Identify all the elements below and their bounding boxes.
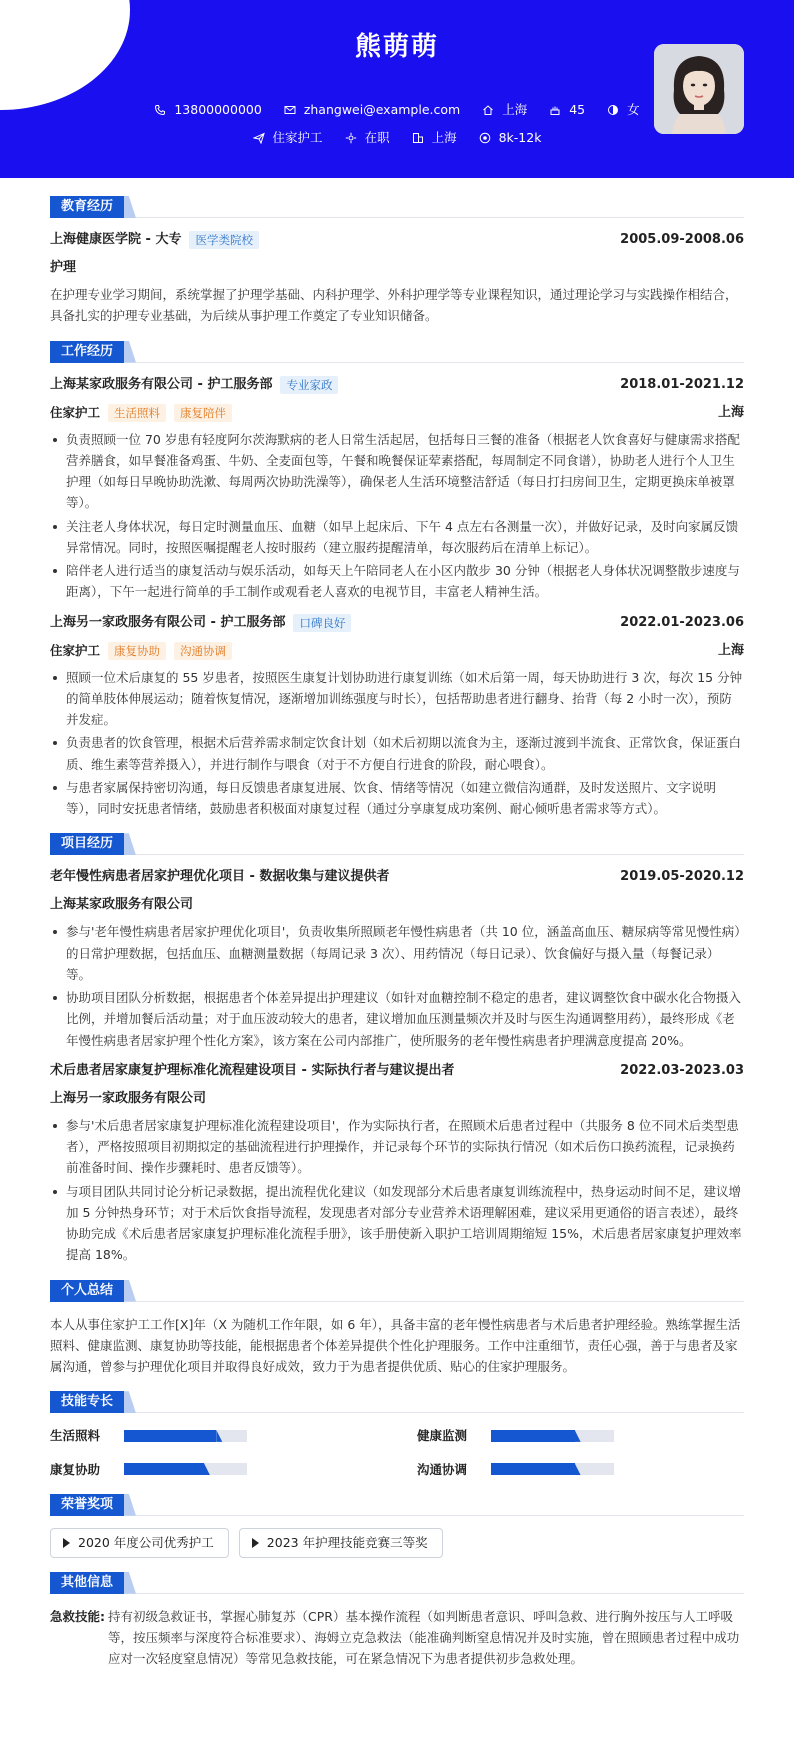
section-title: 项目经历 bbox=[50, 833, 124, 855]
send-icon bbox=[253, 132, 265, 144]
status-info bbox=[345, 129, 390, 147]
school-tag: 医学类院校 bbox=[189, 231, 259, 249]
list-item: 参与'老年慢性病患者居家护理优化项目'，负责收集所照顾老年慢性病患者（共 10 位，涵盖高血压、糖尿病等常见慢性病）的日常护理数据，包括血压、血糖测量数据（每周记录 3 次）、用药情况（每日记录）、饮食偏好与摄入量（每餐记录）等。 bbox=[50, 921, 744, 985]
section-title: 工作经历 bbox=[50, 341, 124, 363]
section-title: 教育经历 bbox=[50, 196, 124, 218]
skills-grid bbox=[50, 1425, 744, 1480]
list-item: 参与'术后患者居家康复护理标准化流程建设项目'，作为实际执行者，在照顾术后患者过程中（共服务 8 位不同术后类型患者），严格按照项目初期拟定的基础流程进行护理操作，并记录每个环节的实际执行情况（如术后伤口换药流程，记录换药前准备时间、操作步骤耗时、患者反馈等）。 bbox=[50, 1115, 744, 1179]
project-bullets bbox=[50, 921, 744, 1051]
project-name: 老年慢性病患者居家护理优化项目 - 数据收集与建议提供者 bbox=[50, 869, 390, 885]
summary-section bbox=[50, 1280, 744, 1378]
project-name: 术后患者居家康复护理标准化流程建设项目 - 实际执行者与建议提出者 bbox=[50, 1062, 455, 1078]
skill-tag: 康复陪伴 bbox=[174, 404, 232, 422]
project-org: 上海另一家政服务有限公司 bbox=[50, 1090, 207, 1106]
salary-icon bbox=[479, 132, 491, 144]
home-icon bbox=[482, 104, 494, 116]
work-date: 2018.01-2021.12 bbox=[620, 376, 744, 392]
section-header bbox=[50, 1280, 744, 1302]
gender-text: 女 bbox=[627, 102, 640, 117]
other-label: 急救技能: bbox=[50, 1608, 105, 1624]
position-name: 住家护工 bbox=[50, 404, 101, 420]
email-icon bbox=[284, 104, 296, 116]
email-info bbox=[284, 101, 460, 119]
company-name: 上海另一家政服务有限公司 - 护工服务部 bbox=[50, 614, 286, 630]
work-bullets bbox=[50, 667, 744, 820]
honor-text: 2020 年度公司优秀护工 bbox=[78, 1535, 214, 1551]
position-row bbox=[50, 641, 744, 661]
avatar-photo bbox=[654, 44, 744, 134]
work-entry-header bbox=[50, 613, 744, 633]
project-entry-header bbox=[50, 867, 744, 887]
skill-name: 生活照料 bbox=[50, 1428, 101, 1444]
status-icon bbox=[345, 132, 357, 144]
section-header bbox=[50, 1494, 744, 1516]
school-name: 上海健康医学院 - 大专 bbox=[50, 232, 182, 247]
company-name: 上海某家政服务有限公司 - 护工服务部 bbox=[50, 376, 273, 392]
status-text: 在职 bbox=[364, 130, 390, 145]
company-tag: 口碑良好 bbox=[293, 614, 351, 632]
education-date: 2005.09-2008.06 bbox=[620, 232, 744, 247]
candidate-name: 熊萌萌 bbox=[354, 32, 439, 62]
cake-icon bbox=[549, 104, 561, 116]
project-date: 2022.03-2023.03 bbox=[620, 1062, 744, 1078]
work-section bbox=[50, 341, 744, 820]
section-title: 技能专长 bbox=[50, 1391, 124, 1413]
section-title: 其他信息 bbox=[50, 1572, 124, 1594]
skill-name: 康复协助 bbox=[50, 1461, 101, 1477]
section-header bbox=[50, 1572, 744, 1594]
education-description: 在护理专业学习期间，系统掌握了护理学基础、内科护理学、外科护理学等专业课程知识，通过理论学习与实践操作相结合，具备扎实的护理专业基础，为后续从事护理工作奠定了专业知识储备。 bbox=[50, 287, 738, 324]
position-group bbox=[50, 641, 232, 661]
skill-level-fill bbox=[124, 1463, 204, 1475]
skill-item bbox=[417, 1459, 744, 1480]
education-section bbox=[50, 196, 744, 327]
phone-info bbox=[154, 101, 261, 119]
list-item: 协助项目团队分析数据，根据患者个体差异提出护理建议（如针对血糖控制不稳定的患者，建议调整饮食中碳水化合物摄入比例，并增加餐后活动量；对于血压波动较大的患者，建议增加血压测量频次并及时与医生沟通调整用药），最终形成《老年慢性病患者居家护理个性化方案》，该方案在公司内部推广，使所服务的老年慢性病患者护理满意度提高 20%。 bbox=[50, 987, 744, 1051]
phone-text: 13800000000 bbox=[174, 102, 262, 117]
gender-info bbox=[607, 101, 640, 119]
salary-text: 8k-12k bbox=[498, 130, 542, 145]
location-info bbox=[482, 101, 527, 119]
building-icon bbox=[412, 132, 424, 144]
major: 护理 bbox=[50, 260, 77, 275]
triangle-icon bbox=[252, 1538, 259, 1548]
project-org: 上海某家政服务有限公司 bbox=[50, 897, 194, 913]
other-info bbox=[50, 1606, 744, 1670]
work-bullets bbox=[50, 429, 744, 603]
skill-level-fill bbox=[124, 1430, 216, 1442]
summary-text: 本人从事住家护工工作[X]年（X 为随机工作年限，如 6 年），具备丰富的老年慢性病患者与术后患者护理经验。熟练掌握生活照料、健康监测、康复协助等技能，能根据患者个体差异提供个性化护理服务。工作中注重细节，责任心强，善于与患者及家属沟通，曾参与护理优化项目并取得良好成效，致力于为患者提供优质、贴心的住家护理服务。 bbox=[50, 1316, 741, 1374]
work-date: 2022.01-2023.06 bbox=[620, 614, 744, 630]
company-row bbox=[50, 613, 351, 633]
honors-list bbox=[50, 1528, 744, 1558]
skill-name: 沟通协调 bbox=[417, 1461, 468, 1477]
work-entry bbox=[50, 375, 744, 603]
list-item: 关注老人身体状况，每日定时测量血压、血糖（如早上起床后、下午 4 点左右各测量一次），并做好记录，及时向家属反馈异常情况。同时，按照医嘱提醒老人按时服药（建立服药提醒清单，每次服药后在清单上标记）。 bbox=[50, 516, 744, 559]
email-text: zhangwei@example.com bbox=[303, 102, 461, 117]
section-title: 荣誉奖项 bbox=[50, 1494, 124, 1516]
skills-section bbox=[50, 1391, 744, 1480]
other-text: 持有初级急救证书，掌握心肺复苏（CPR）基本操作流程（如判断患者意识、呼叫急救、进行胸外按压与人工呼吸等，按压频率与深度符合标准要求）、海姆立克急救法（能准确判断窒息情况并及时实施，曾在照顾患者过程中成功应对一次轻度窒息情况）等常见急救技能，可在紧急情况下为患者提供初步急救处理。 bbox=[108, 1608, 740, 1667]
skill-tag: 沟通协调 bbox=[174, 642, 232, 660]
work-location: 上海 bbox=[717, 404, 744, 420]
avatar bbox=[654, 44, 744, 134]
job-info bbox=[253, 129, 323, 147]
location-text: 上海 bbox=[502, 102, 528, 117]
project-bullets bbox=[50, 1115, 744, 1266]
company-tag: 专业家政 bbox=[280, 376, 338, 394]
list-item: 陪伴老人进行适当的康复活动与娱乐活动，如每天上午陪同老人在小区内散步 30 分钟（根据老人身体状况调整散步速度与距离），下午一起进行简单的手工制作或观看老人喜欢的电视节目，丰富老人精神生活。 bbox=[50, 560, 744, 603]
skill-name: 健康监测 bbox=[417, 1428, 468, 1444]
education-entry-header bbox=[50, 230, 744, 250]
honor-item bbox=[50, 1528, 229, 1558]
resume-content bbox=[0, 178, 794, 1670]
section-header bbox=[50, 1391, 744, 1413]
section-header bbox=[50, 196, 744, 218]
skill-bar bbox=[124, 1430, 247, 1442]
position-row bbox=[50, 403, 744, 423]
honor-text: 2023 年护理技能竞赛三等奖 bbox=[266, 1535, 428, 1551]
phone-icon bbox=[154, 104, 166, 116]
age-text: 45 bbox=[569, 102, 586, 117]
skill-item bbox=[417, 1425, 744, 1446]
work-entry bbox=[50, 613, 744, 820]
skill-bar bbox=[491, 1463, 614, 1475]
skill-level-fill bbox=[491, 1430, 575, 1442]
section-header bbox=[50, 833, 744, 855]
project-entry bbox=[50, 867, 744, 1051]
projects-section bbox=[50, 833, 744, 1265]
skill-item bbox=[50, 1459, 377, 1480]
skill-tag: 生活照料 bbox=[108, 404, 166, 422]
work-entry-header bbox=[50, 375, 744, 395]
city-info bbox=[412, 129, 457, 147]
project-entry-header bbox=[50, 1061, 744, 1081]
skill-tag: 康复协助 bbox=[108, 642, 166, 660]
skill-item bbox=[50, 1425, 377, 1446]
project-entry bbox=[50, 1061, 744, 1266]
work-location: 上海 bbox=[717, 642, 744, 658]
skill-bar bbox=[124, 1463, 247, 1475]
resume-header bbox=[0, 0, 794, 178]
honors-section bbox=[50, 1494, 744, 1558]
skill-level-fill bbox=[491, 1463, 575, 1475]
triangle-icon bbox=[63, 1538, 70, 1548]
position-name: 住家护工 bbox=[50, 642, 101, 658]
section-title: 个人总结 bbox=[50, 1280, 124, 1302]
list-item: 负责患者的饮食管理，根据术后营养需求制定饮食计划（如术后初期以流食为主，逐渐过渡到半流食、正常饮食，保证蛋白质、维生素等营养摄入），并进行制作与喂食（对于不方便自行进食的阶段，耐心喂食）。 bbox=[50, 732, 744, 775]
position-group bbox=[50, 403, 232, 423]
age-info bbox=[549, 101, 585, 119]
list-item: 与患者家属保持密切沟通，每日反馈患者康复进展、饮食、情绪等情况（如建立微信沟通群，及时发送照片、文字说明等），同时安抚患者情绪，鼓励患者积极面对康复过程（通过分享康复成功案例、耐心倾听患者需求等方式）。 bbox=[50, 777, 744, 820]
school-row bbox=[50, 230, 259, 250]
company-row bbox=[50, 375, 338, 395]
list-item: 与项目团队共同讨论分析记录数据，提出流程优化建议（如发现部分术后患者康复训练流程中，热身运动时间不足，建议增加 5 分钟热身环节；对于术后饮食指导流程，发现患者对部分专业营养术语理解困难，建议采用更通俗的语言表述），最终协助完成《术后患者居家康复护理标准化流程手册》，该手册使新入职护工培训周期缩短 15%，术后患者居家康复护理效率提高 18%。 bbox=[50, 1181, 744, 1266]
honor-item bbox=[239, 1528, 443, 1558]
city-text: 上海 bbox=[431, 130, 457, 145]
salary-info bbox=[479, 129, 542, 147]
job-text: 住家护工 bbox=[272, 130, 323, 145]
project-date: 2019.05-2020.12 bbox=[620, 869, 744, 885]
list-item: 负责照顾一位 70 岁患有轻度阿尔茨海默病的老人日常生活起居，包括每日三餐的准备（根据老人饮食喜好与健康需求搭配营养膳食，如早餐准备鸡蛋、牛奶、全麦面包等，午餐和晚餐保证荤素搭配，每周制定不同食谱），协助老人进行个人卫生护理（如每日早晚协助洗漱、每周两次协助洗澡等），确保老人生活环境整洁舒适（每日打扫房间卫生，定期更换床单被罩等）。 bbox=[50, 429, 744, 514]
skill-bar bbox=[491, 1430, 614, 1442]
section-header bbox=[50, 341, 744, 363]
other-section bbox=[50, 1572, 744, 1670]
list-item: 照顾一位术后康复的 55 岁患者，按照医生康复计划协助进行康复训练（如术后第一周，每天协助进行 3 次，每次 15 分钟的简单肢体伸展运动；随着恢复情况，逐渐增加训练强度与时长），包括帮助患者进行翻身、抬背（每 2 小时一次），预防并发症。 bbox=[50, 667, 744, 731]
gender-icon bbox=[607, 104, 619, 116]
